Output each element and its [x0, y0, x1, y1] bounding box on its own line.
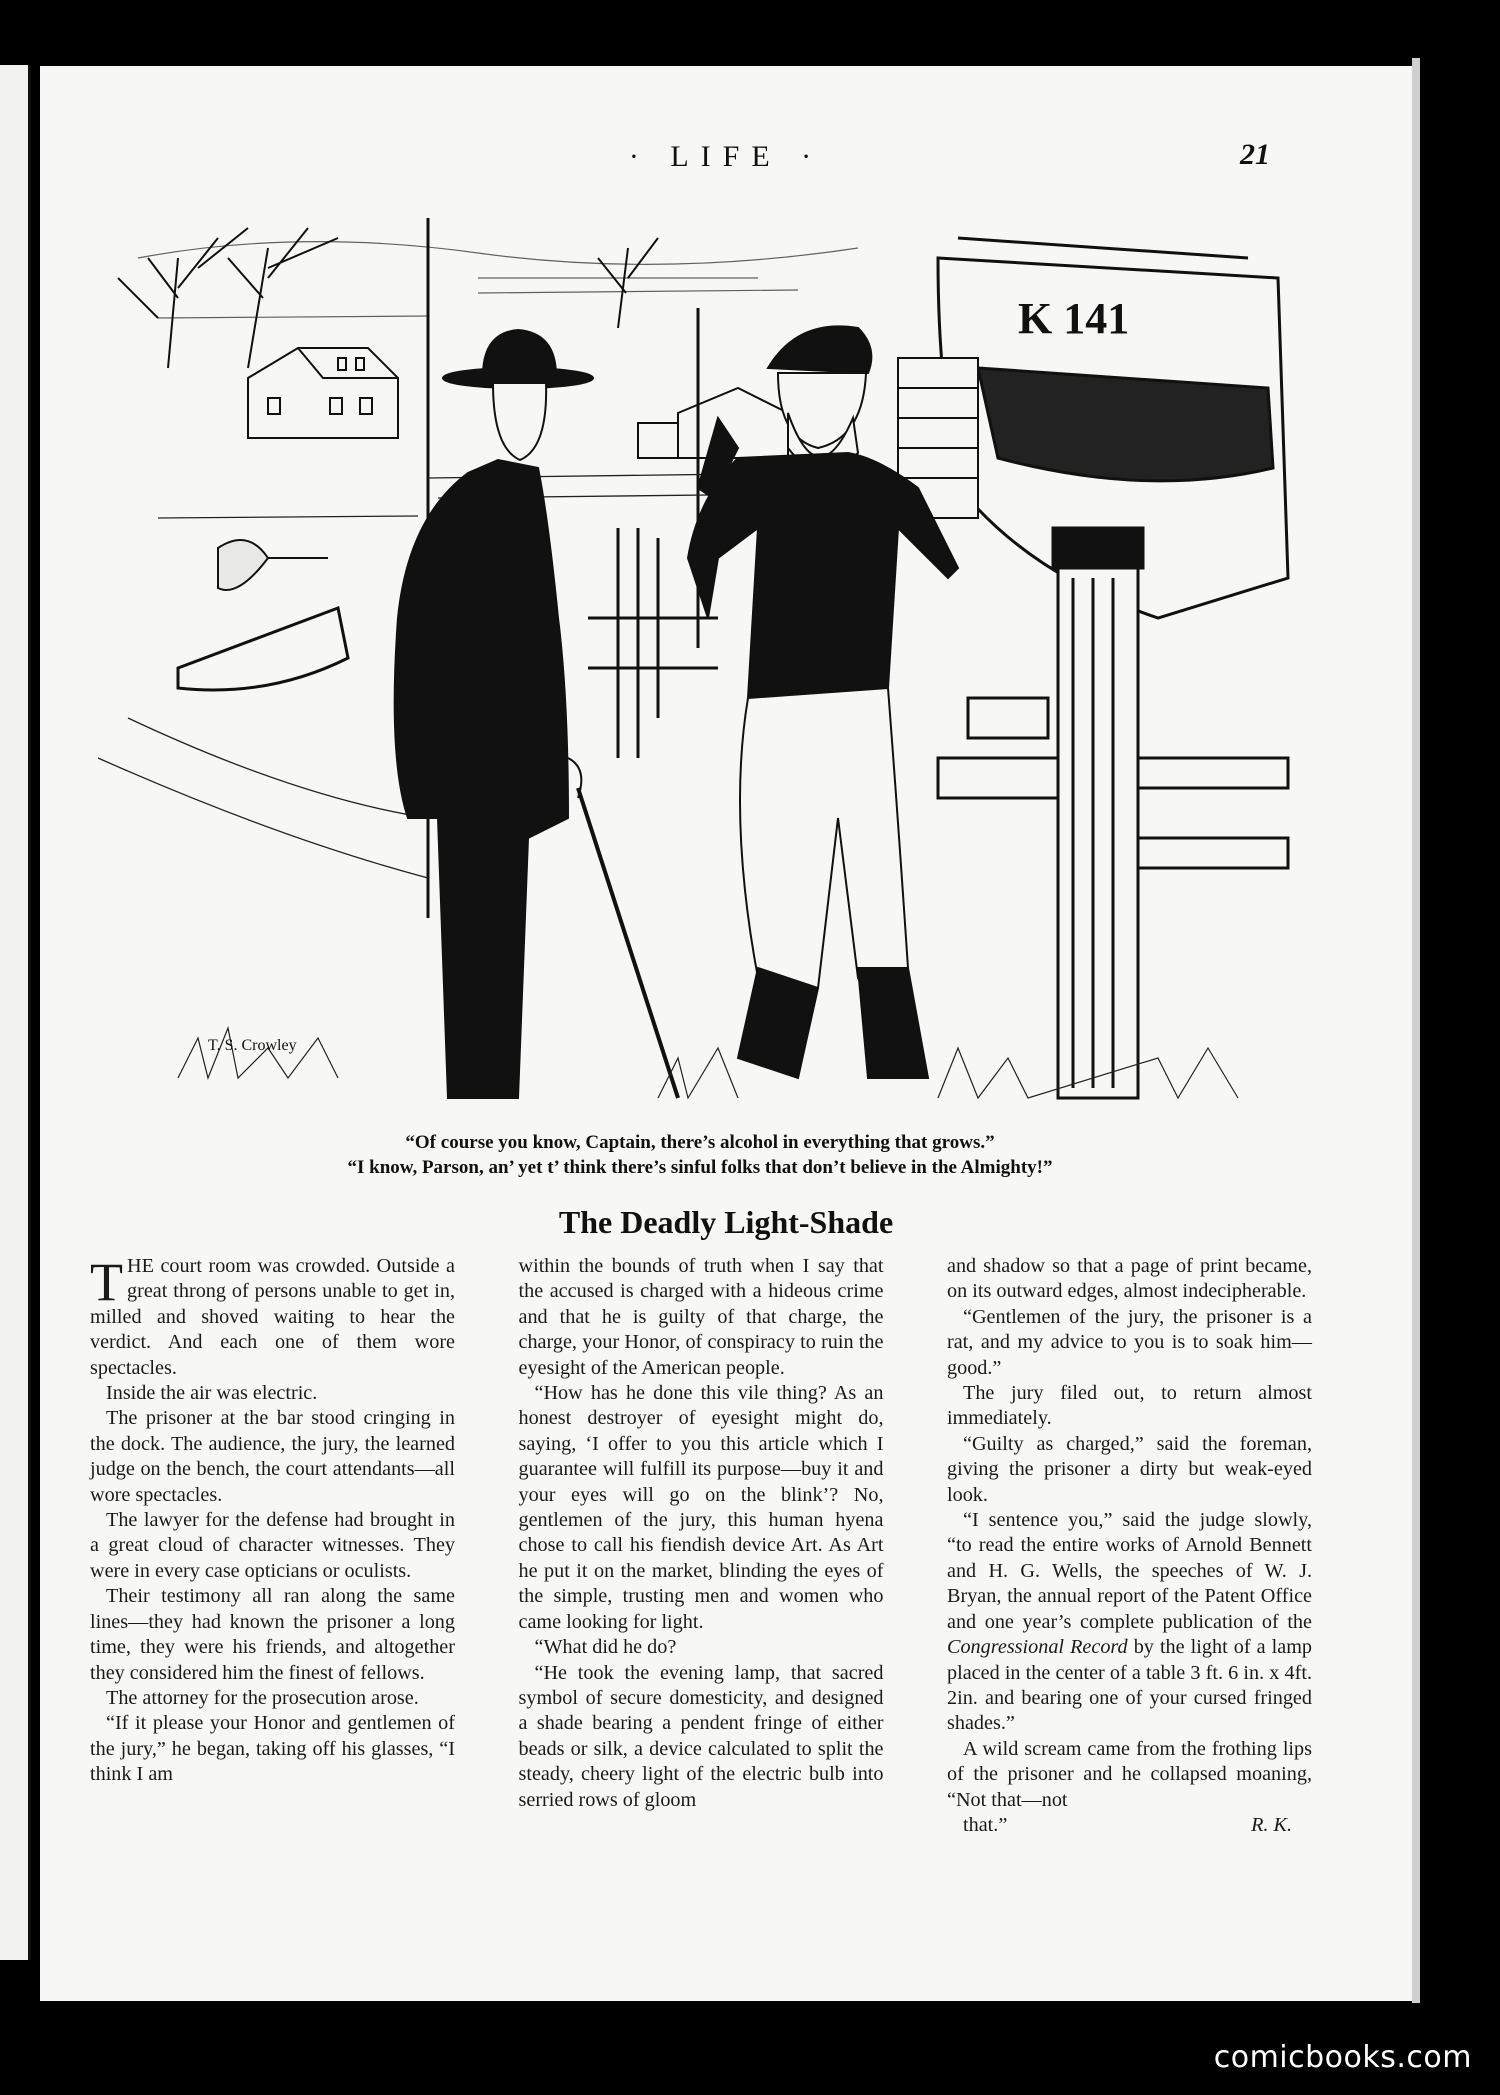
paragraph: “If it please your Honor and gentlemen of the jury,” he began, taking off his glasses, “I think I am: [90, 1712, 455, 1786]
paragraph: within the bounds of truth when I say that the accused is charged with a hideous crime and that he is guilty of that charge, the charge, your Honor, of conspiracy to ruin the eyesight of the American people.: [518, 1255, 884, 1379]
article-column-2: [519, 1254, 884, 1934]
cartoon-illustration: [98, 198, 1298, 1120]
masthead: · LIFE ·: [628, 140, 824, 173]
site-watermark: comicbooks.com: [1213, 2040, 1472, 2075]
paragraph: “Gentlemen of the jury, the prisoner is a rat, and my advice to you is to soak him—good.”: [947, 1305, 1312, 1379]
paragraph: Their testimony all ran along the same lines—they had known the prisoner a long time, they were his friends, and altogether they considered him the finest of fellows.: [90, 1585, 455, 1684]
caption-line-1: “Of course you know, Captain, there’s alcohol in everything that grows.”: [405, 1132, 995, 1153]
caption-line-2: “I know, Parson, an’ yet t’ think there’s sinful folks that don’t believe in the Almighty!”: [347, 1157, 1053, 1178]
paragraph: The attorney for the prosecution arose.: [106, 1686, 419, 1709]
paragraph: A wild scream came from the frothing lips of the prisoner and he collapsed moaning, “Not that—not: [947, 1737, 1312, 1811]
article-column-3: [947, 1254, 1312, 1934]
author-initials: R. K.: [1251, 1813, 1292, 1836]
article-title: The Deadly Light-Shade: [558, 1204, 894, 1240]
artist-signature: T. S. Crowley: [208, 1037, 297, 1054]
paragraph: The prisoner at the bar stood cringing in the dock. The audience, the jury, the learned judge on the bench, the court attendants—all wore spectacles.: [90, 1407, 455, 1506]
paragraph: “He took the evening lamp, that sacred symbol of secure domesticity, and designed a shade bearing a pendent fringe of either beads or silk, a device calculated to split the steady, cheery light of the electric bulb into serried rows of gloom: [518, 1661, 884, 1811]
paragraph: “I sentence you,” said the judge slowly, “to read the entire works of Arnold Bennett and H. G. Wells, the speeches of W. J. Bryan, the annual report of the Patent Office and one year’s complete publication of the Congressional Record by the light of a lamp placed in the center of a table 3 ft. 6 in. x 4ft. 2in. and bearing one of your cursed fringed shades.”: [947, 1509, 1312, 1735]
page-edge: [1412, 58, 1420, 2003]
cartoon-caption: [200, 1130, 1200, 1180]
paragraph: “How has he done this vile thing? As an honest destroyer of eyesight might do, saying, ‘I offer to you this article which I guarantee will fulfill its purpose—buy it and your eyes will go on the blink’? No, gentlemen of the jury, this human hyena chose to call his fiendish device Art. As Art he put it on the market, blinding the eyes of the simple, trusting men and women who came looking for light.: [518, 1382, 884, 1633]
page-number: 21: [1240, 138, 1270, 171]
boat-id-label: K 141: [1018, 294, 1130, 343]
adjacent-page-edge: [0, 65, 31, 1960]
paragraph: THE court room was crowded. Outside a great throng of persons unable to get in, milled and shoved waiting to hear the verdict. And each one of them wore spectacles.: [90, 1252, 455, 1379]
paragraph: “What did he do?: [534, 1636, 677, 1659]
paragraph: and shadow so that a page of print became, on its outward edges, almost indecipherable.: [947, 1255, 1312, 1303]
cartoon-drawing: [98, 198, 1298, 1120]
closing-line: that.” R. K.: [947, 1813, 1312, 1838]
article-body: [90, 1254, 1312, 1934]
drop-cap: T: [90, 1252, 123, 1312]
paragraph: “Guilty as charged,” said the foreman, giving the prisoner a dirty but weak-eyed look.: [947, 1432, 1312, 1506]
article-column-1: [90, 1254, 455, 1934]
paragraph: Inside the air was electric.: [106, 1382, 318, 1405]
magazine-page: [40, 66, 1412, 2001]
publication-title: Congressional Record: [947, 1636, 1128, 1659]
paragraph: The jury filed out, to return almost immediately.: [947, 1382, 1312, 1430]
paragraph: The lawyer for the defense had brought in a great cloud of character witnesses. They were in every case opticians or oculists.: [90, 1509, 455, 1582]
